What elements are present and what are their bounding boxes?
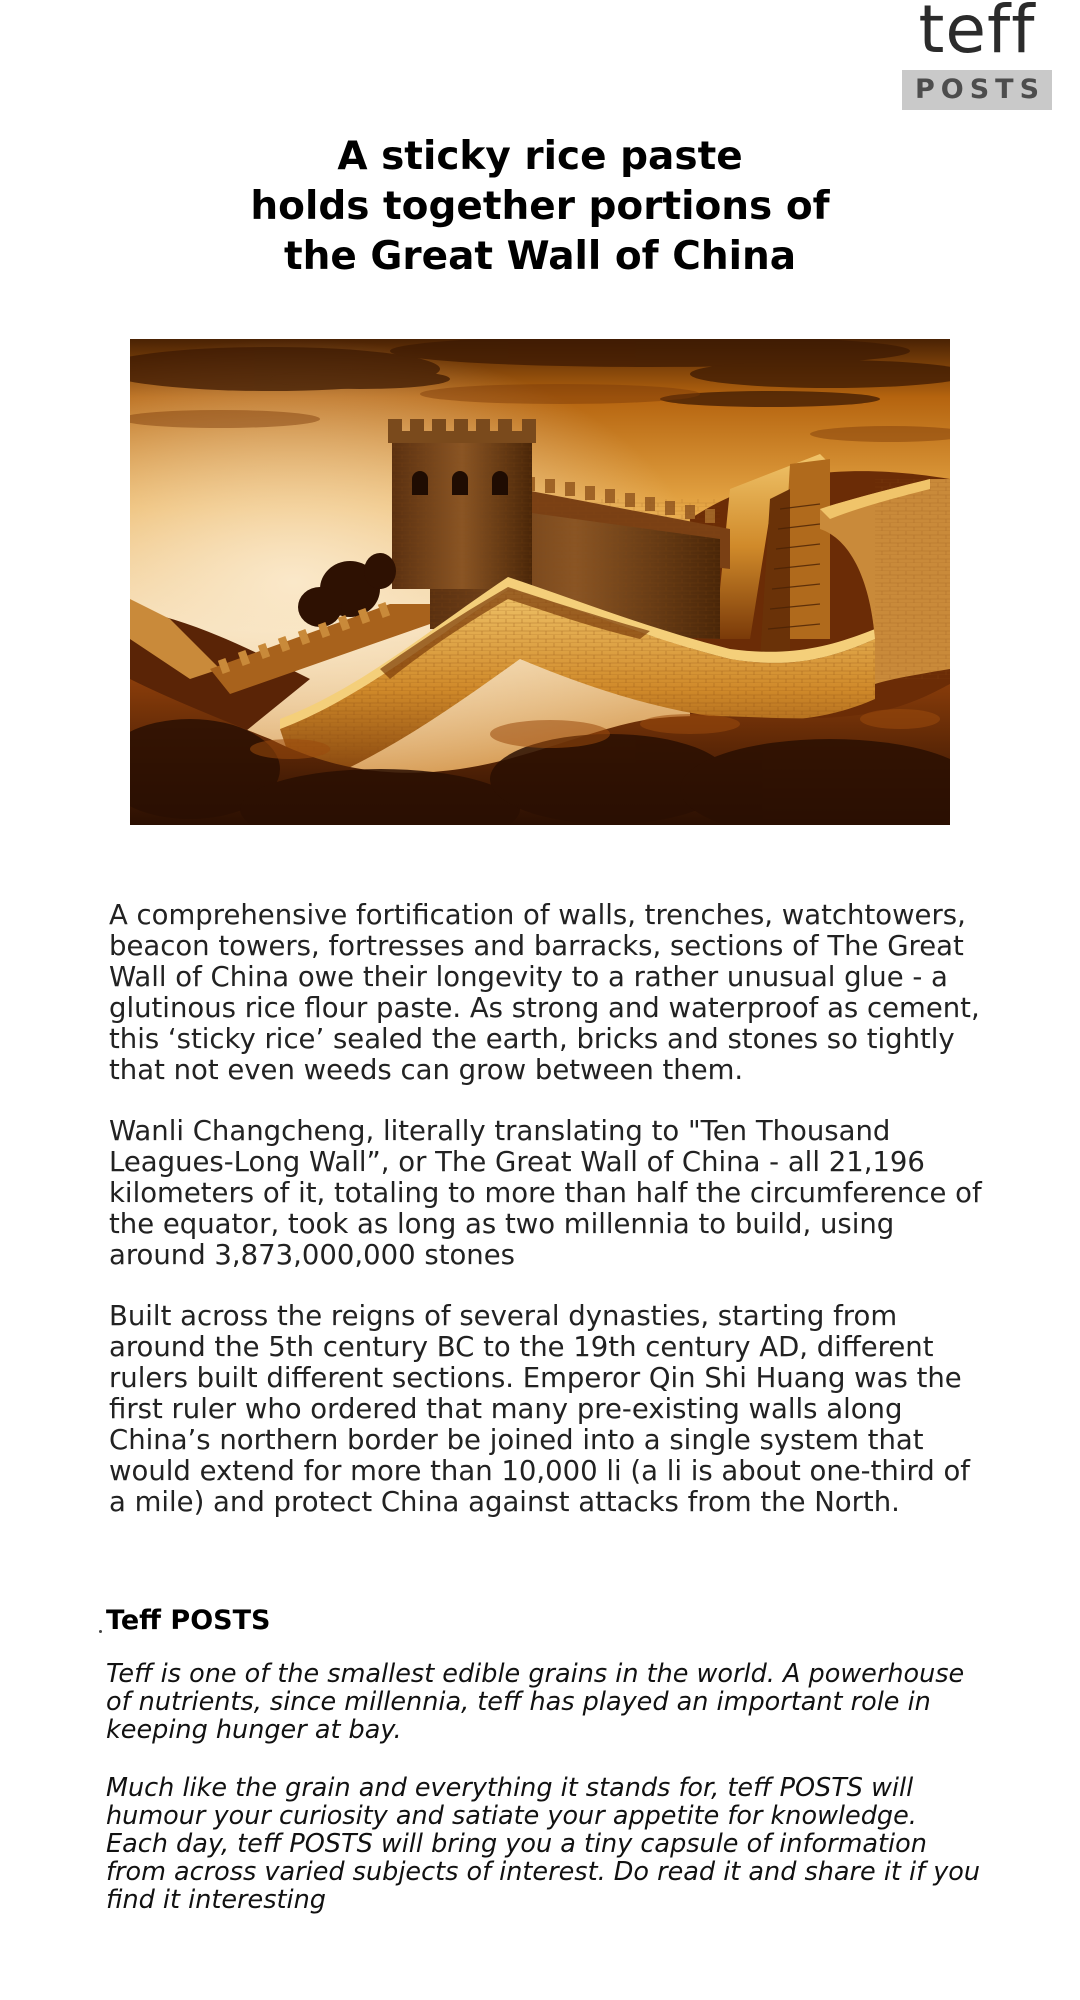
article-paragraph-3: Built across the reigns of several dynasties, starting from around the 5th century BC to the 19th century AD, different rulers built different sections. Emperor Qin Shi Huang was the first ruler who ordered that many pre-existing walls along China’s northern border be joined into a single system that would extend for more than 10,000 li (a li is about one-third of a mile) and protect China against attacks from the North. — [109, 1300, 970, 1518]
title-line-3: the Great Wall of China — [283, 234, 797, 279]
page-title — [0, 132, 1080, 282]
article-paragraph-2: Wanli Changcheng, literally translating to "Ten Thousand Leagues-Long Wall”, or The Great Wall of China - all 21,196 kilometers of it, totaling to more than half the circumference of the equator, took as long as two millennia to build, using around 3,873,000,000 stones — [109, 1115, 982, 1271]
about-paragraph-1: Teff is one of the smallest edible grains in the world. A powerhouse of nutrients, since millennia, teff has played an important role in keeping hunger at bay. — [106, 1659, 965, 1745]
article-body — [109, 900, 989, 1548]
logo-wordmark: teff — [918, 0, 1036, 68]
title-line-1: A sticky rice paste — [337, 134, 743, 179]
bullet-dot — [99, 1630, 102, 1633]
great-wall-illustration — [130, 339, 950, 825]
teff-posts-logo — [902, 0, 1052, 106]
about-heading: Teff POSTS — [106, 1605, 271, 1636]
article-paragraph-1: A comprehensive fortification of walls, trenches, watchtowers, beacon towers, fortresses and barracks, sections of The Great Wall of China owe their longevity to a rather unusual glue - a glutinous rice flour paste. As strong and waterproof as cement, this ‘sticky rice’ sealed the earth, bricks and stones so tightly that not even weeds can grow between them. — [109, 899, 980, 1086]
logo-posts-bar: POSTS — [902, 70, 1052, 110]
title-line-2: holds together portions of — [250, 184, 830, 229]
about-paragraph-2: Much like the grain and everything it stands for, teff POSTS will humour your curiosity and satiate your appetite for knowledge. Each day, teff POSTS will bring you a tiny capsule of information from across varied subjects of interest. Do read it and share it if you find it interesting — [106, 1773, 981, 1915]
great-wall-image — [130, 339, 950, 825]
about-section — [106, 1604, 986, 1944]
